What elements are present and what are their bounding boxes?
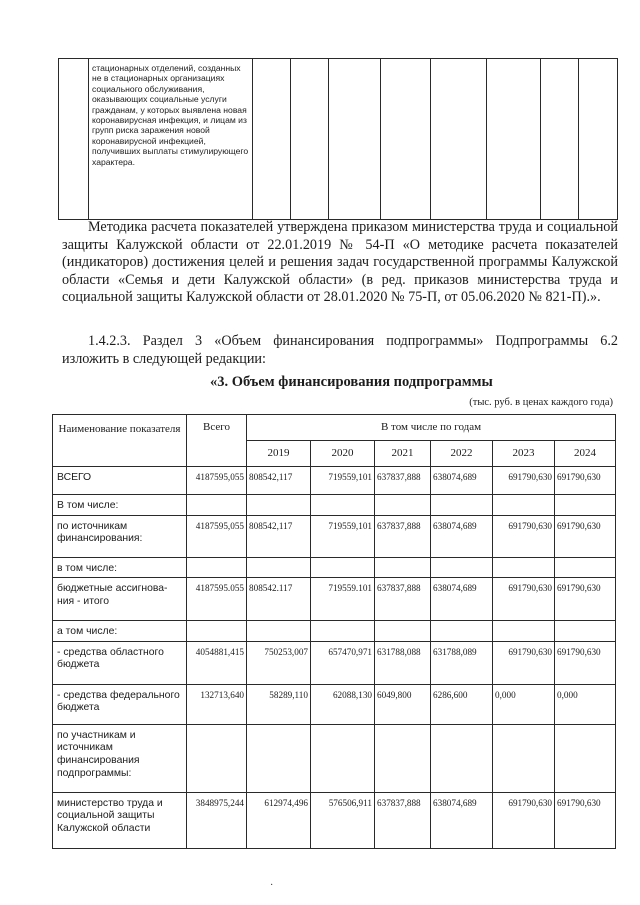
row-value: 631788,088 (375, 641, 431, 684)
table-cell (187, 495, 247, 516)
table-cell (329, 59, 381, 220)
row-value: 0,000 (493, 684, 555, 724)
year-header: 2024 (555, 441, 616, 467)
row-value: 62088,130 (311, 684, 375, 724)
row-value: 691790,630 (493, 578, 555, 621)
table-row (53, 684, 616, 724)
row-value: 719559,101 (311, 467, 375, 495)
year-header: 2020 (311, 441, 375, 467)
row-value: 691790,630 (493, 515, 555, 557)
row-label: министерство труда и социальной защиты Калужской области (53, 792, 187, 848)
header-name: Наименование показателя (53, 415, 187, 467)
row-total: 4054881,415 (187, 641, 247, 684)
row-value: 808542,117 (247, 515, 311, 557)
table-cell (253, 59, 291, 220)
table-cell (375, 621, 431, 642)
table-row (53, 467, 616, 495)
row-value: 0,000 (555, 684, 616, 724)
row-value: 631788,089 (431, 641, 493, 684)
table-cell (375, 724, 431, 792)
amendment-paragraph: 1.4.2.3. Раздел 3 «Объем финансирования подпрограммы» Подпрограммы 6.2 изложить в следующей редакции: (62, 333, 618, 367)
row-value: 750253,007 (247, 641, 311, 684)
table-cell (431, 59, 487, 220)
table-cell (431, 724, 493, 792)
row-value: 612974,496 (247, 792, 311, 848)
row-total: 132713,640 (187, 684, 247, 724)
table-cell (247, 724, 311, 792)
row-value: 719559.101 (311, 578, 375, 621)
table-cell (311, 495, 375, 516)
row-label: ВСЕГО (53, 467, 187, 495)
row-value: 808542.117 (247, 578, 311, 621)
row-value: 691790,630 (555, 467, 616, 495)
table-cell (541, 59, 579, 220)
row-value: 637837,888 (375, 467, 431, 495)
row-value: 638074,689 (431, 515, 493, 557)
year-header: 2021 (375, 441, 431, 467)
table-cell (247, 495, 311, 516)
row-label: в том числе: (53, 557, 187, 578)
row-label: бюджетные ассигнова- ния - итого (53, 578, 187, 621)
row-value: 637837,888 (375, 578, 431, 621)
table-cell (247, 557, 311, 578)
table-cell (431, 495, 493, 516)
year-header: 2022 (431, 441, 493, 467)
year-header: 2023 (493, 441, 555, 467)
table-cell (59, 59, 89, 220)
table-cell (493, 724, 555, 792)
row-value: 691790,630 (493, 792, 555, 848)
header-total: Всего (187, 415, 247, 467)
header-years-group: В том числе по годам (247, 415, 616, 441)
row-value: 637837,888 (375, 792, 431, 848)
table-cell (381, 59, 431, 220)
indicator-table-continuation (58, 58, 618, 220)
row-value: 808542,117 (247, 467, 311, 495)
units-note: (тыс. руб. в ценах каждого года) (469, 397, 613, 408)
row-value: 638074,689 (431, 792, 493, 848)
row-value: 657470,971 (311, 641, 375, 684)
table-cell (311, 724, 375, 792)
table-cell (375, 495, 431, 516)
row-total: 4187595,055 (187, 467, 247, 495)
methodology-paragraph: Методика расчета показателей утверждена приказом министерства труда и социальной защиты Калужской области от 22.01.2019 № 54-П «О методике расчета показателей (индикаторов) достижения целей и решения задач государственной программы Калужской области «Семья и дети Калужской области» (в ред. приказов министерства труда и социальной защиты Калужской области от 28.01.2020 № 75-П, от 05.06.2020 № 821-П).». (62, 219, 618, 305)
table-cell (555, 495, 616, 516)
table-row (53, 792, 616, 848)
finance-table (52, 414, 616, 849)
row-value: 691790,630 (555, 792, 616, 848)
scan-speck: · (270, 880, 274, 891)
row-value: 576506,911 (311, 792, 375, 848)
table-row (53, 724, 616, 792)
table-cell (431, 557, 493, 578)
table-cell (187, 557, 247, 578)
table-row (53, 578, 616, 621)
row-label: по участникам и источникам финансирования подпрограммы: (53, 724, 187, 792)
table-cell (555, 621, 616, 642)
row-label: а том числе: (53, 621, 187, 642)
indicator-description: стационарных отделений, созданных не в стационарных организациях социального обслуживания, оказывающих социальные услуги гражданам, у которых выявлена новая коронавирусная инфекция, и лицам из групп риска заражения новой коронавирусной инфекцией, получивших выплаты стимулирующего характера. (89, 59, 253, 220)
table-cell (579, 59, 618, 220)
table-cell (431, 621, 493, 642)
row-total: 4187595,055 (187, 515, 247, 557)
row-value: 6286,600 (431, 684, 493, 724)
table-cell (311, 557, 375, 578)
row-label: - средства областного бюджета (53, 641, 187, 684)
table-row (53, 621, 616, 642)
row-value: 691790,630 (555, 515, 616, 557)
table-cell (493, 621, 555, 642)
table-cell (493, 495, 555, 516)
row-label: - средства федерального бюджета (53, 684, 187, 724)
table-cell (487, 59, 541, 220)
table-cell (555, 557, 616, 578)
row-label: по источникам финансирования: (53, 515, 187, 557)
table-row (53, 641, 616, 684)
row-value: 638074,689 (431, 467, 493, 495)
table-row (53, 515, 616, 557)
row-value: 58289,110 (247, 684, 311, 724)
year-header: 2019 (247, 441, 311, 467)
row-value: 691790,630 (493, 641, 555, 684)
table-cell (291, 59, 329, 220)
row-value: 719559,101 (311, 515, 375, 557)
row-value: 638074,689 (431, 578, 493, 621)
row-value: 637837,888 (375, 515, 431, 557)
section-title: «3. Объем финансирования подпрограммы (210, 374, 493, 390)
table-cell (187, 621, 247, 642)
table-cell (493, 557, 555, 578)
row-value: 691790,630 (555, 641, 616, 684)
row-label: В том числе: (53, 495, 187, 516)
row-value: 691790,630 (555, 578, 616, 621)
row-total: 3848975,244 (187, 792, 247, 848)
table-cell (247, 621, 311, 642)
table-row (53, 557, 616, 578)
table-cell (311, 621, 375, 642)
row-value: 6049,800 (375, 684, 431, 724)
table-cell (555, 724, 616, 792)
row-value: 691790,630 (493, 467, 555, 495)
table-cell (187, 724, 247, 792)
row-total: 4187595.055 (187, 578, 247, 621)
table-cell (375, 557, 431, 578)
table-row (53, 495, 616, 516)
